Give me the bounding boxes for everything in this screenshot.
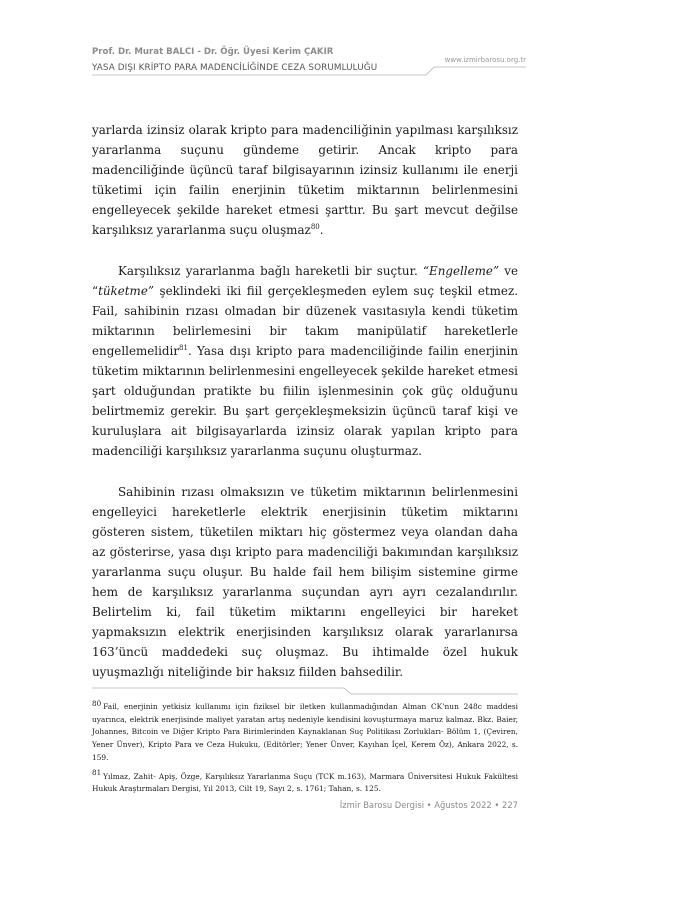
footnote-80 [92,698,518,765]
footnote-80-number: 80 [92,698,102,708]
paragraph-1 [92,120,518,241]
paragraph-2-text-b: şeklindeki iki fiil gerçekleşmeden eylem suç teşkil etmez. Fail, sahibinin rızası olmadan bir düzenek vasıtasıyla kendi tüketim miktarının belirlemesini bir takım manipülatif hareketlerle engellemelidir [92,283,518,358]
footnote-81-number: 81 [92,768,102,778]
footnote-rule [92,681,518,695]
footnote-81-text: Yılmaz, Zahit- Apiş, Özge, Karşılıksız Yararlanma Suçu (TCK m.163), Marmara Üniversitesi Hukuk Fakültesi Hukuk Araştırmaları Dergisi, Yıl 2013, Cilt 19, Sayı 2, s. 1761; Tahan, s. 125. [92,771,518,794]
paragraph-2-text-a: Karşılıksız yararlanma bağlı hareketli bir suçtur. [118,263,423,278]
footnote-ref-81[interactable]: 81 [179,343,188,352]
header-book-title: YASA DIŞI KRİPTO PARA MADENCİLİĞİNDE CEZA SORUMLULUĞU [92,63,378,73]
paragraph-1-end: . [319,223,324,238]
page-footer: İzmir Barosu Dergisi • Ağustos 2022 • 227 [339,800,518,810]
paragraph-2-text-c: . Yasa dışı kripto para madenciliğinde failin enerjinin tüketim miktarının belirlenmesini engelleyecek şekilde hareket etmesi şart olduğundan pratikte bu fiilin işlenmesinin çok güç olduğunu belirtmemiz gerekir. Bu şart gerçekleşmeksizin üçüncü taraf kişi ve kuruluşlara ait bilgisayarlarda izinsiz olarak yapılan kripto para madenciliği karşılıksız yararlanma suçunu oluşturmaz. [92,343,518,459]
paragraph-2-italic-2: tüketme” [98,283,154,298]
paragraph-1-text: yarlarda izinsiz olarak kripto para madenciliğinin yapılması karşılıksız yararlanma suçunu gündeme getirir. Ancak kripto para madenciliğinde üçüncü taraf bilgisayarının izinsiz kullanımı ile enerji tüketimi için failin enerjinin tüketim miktarının belirlenmesini engelleyecek şekilde hareket etmesi şarttır. Bu şart mevcut değilse karşılıksız yararlanma suçu oluşmaz [92,123,518,238]
page-header [92,44,526,84]
paragraph-2-italic-1: “Engelleme” [422,263,500,278]
header-authors: Prof. Dr. Murat BALCI - Dr. Öğr. Üyesi Kerim ÇAKIR [92,47,334,57]
footnote-ref-80[interactable]: 80 [310,223,320,232]
header-site: www.izmirbarosu.org.tr [444,56,526,64]
footnotes [92,681,518,796]
paragraph-3: Sahibinin rızası olmaksızın ve tüketim miktarının belirlenmesini engelleyici hareketlerle elektrik enerjisinin tüketim miktarını gösteren sistem, tüketilen miktarı hiç göstermez veya olandan daha az gösterirse, yasa dışı kripto para madenciliği bakımından karşılıksız yararlanma suçu oluşur. Bu halde fail hem bilişim sistemine girme hem de karşılıksız yararlanma suçundan ayrı ayrı cezalandırılır. Belirtelim ki, fail tüketim miktarını engelleyici bir hareket yapmaksızın elektrik enerjisinden karşılıksız olarak yararlanırsa 163’üncü maddedeki suç oluşmaz. Bu ihtimalde özel hukuk uyuşmazlığı niteliğinde bir haksız fiilden bahsedilir. [92,484,518,680]
paragraph-2 [92,261,518,462]
footnote-80-text: Fail, enerjinin yetkisiz kullanımı için fiziksel bir iletken kullanmadığından Alman CK’nun 248c maddesi uyarınca, elektrik enerjisinde maliyet yaratan artış nedeniyle kendisini kovuşturmaya maruz kalmaz. Bkz. Baier, Johannes, Bitcoin ve Diğer Kripto Para Birimlerinden Kaynaklanan Suç Politikası Zorlukları- Bölüm 1, (Çeviren, Yener Ünver), Kripto Para ve Ceza Hukuku, (Editörler; Yener Ünver, Kayıhan İçel, Kerem Öz), Ankara 2022, s. 159. [92,702,518,762]
main-text [92,120,518,702]
paragraph-2-text-mid: ve “ [92,263,518,298]
footnote-81 [92,768,518,796]
